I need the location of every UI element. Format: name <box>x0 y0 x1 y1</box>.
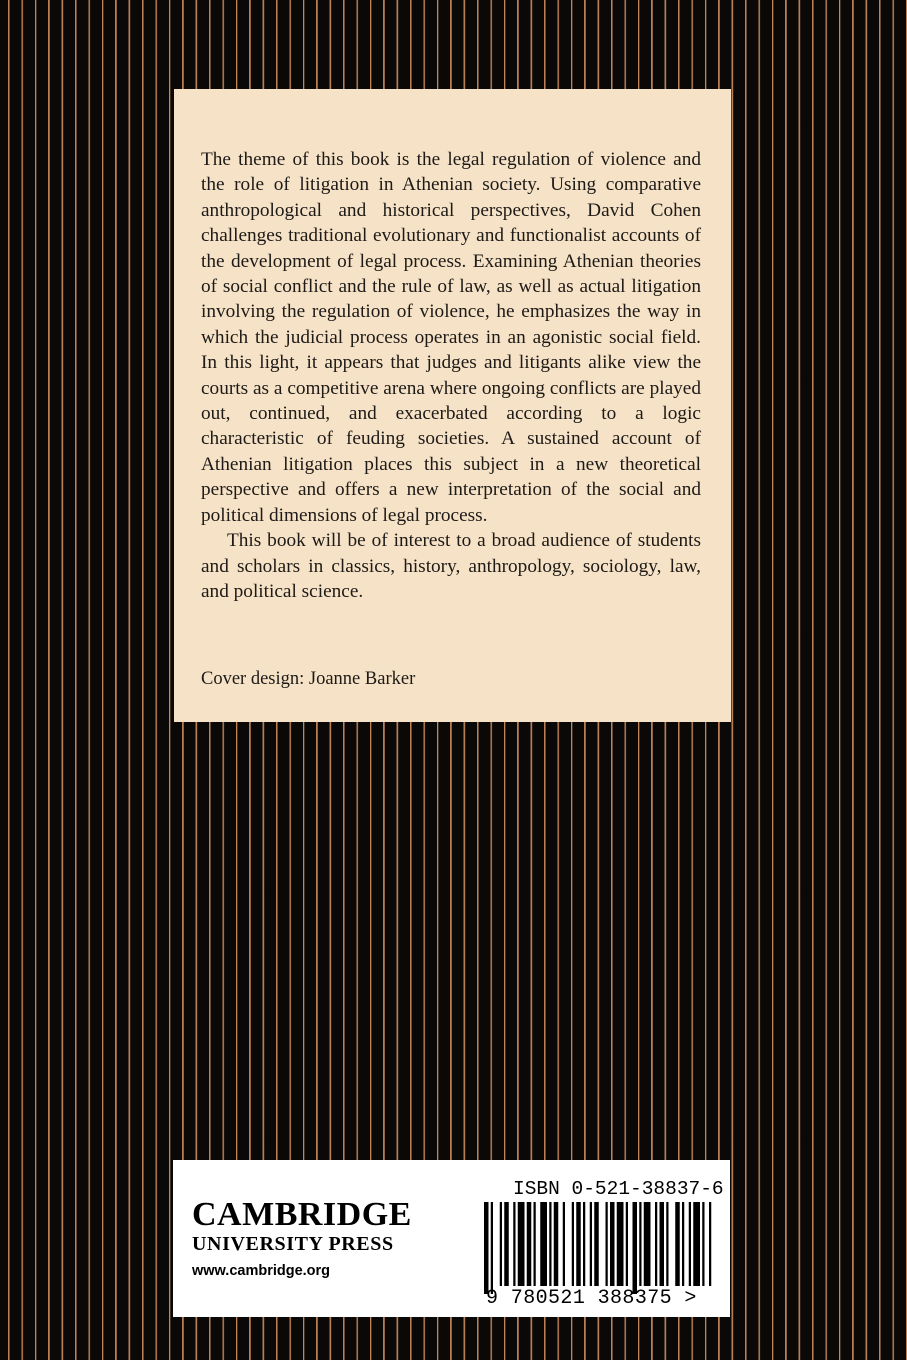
isbn-label: ISBN 0-521-38837-6 <box>513 1178 724 1200</box>
publisher-logo <box>192 1198 432 1280</box>
publisher-barcode-box <box>173 1160 730 1317</box>
barcode-digits: 9 780521 388375 > <box>486 1287 697 1310</box>
blurb-paragraph-1: The theme of this book is the legal regulation of violence and the role of litigation in Athenian society. Using comparative anthropological and historical perspectives, David Cohen challenges traditional evolutionary and functionalist accounts of the development of legal process. Examining Athenian theories of social conflict and the rule of law, as well as actual litigation involving the regulation of violence, he emphasizes the way in which the judicial process operates in an agonistic social field. In this light, it appears that judges and litigants alike view the courts as a competitive arena where ongoing conflicts are played out, continued, and exacerbated according to a logic characteristic of feuding societies. A sustained account of Athenian litigation places this subject in a new theoretical perspective and offers a new interpretation of the social and political dimensions of legal process. <box>201 149 701 526</box>
barcode-icon <box>484 1202 714 1294</box>
back-cover-blurb-panel <box>174 89 731 722</box>
cover-design-credit: Cover design: Joanne Barker <box>201 669 416 689</box>
publisher-name: CAMBRIDGE <box>192 1196 412 1233</box>
publisher-subtitle: UNIVERSITY PRESS <box>192 1233 394 1255</box>
blurb-paragraph-2: This book will be of interest to a broad audience of students and scholars in classics, history, anthropology, sociology, law, and political science. <box>201 530 701 602</box>
publisher-url: www.cambridge.org <box>192 1263 331 1279</box>
